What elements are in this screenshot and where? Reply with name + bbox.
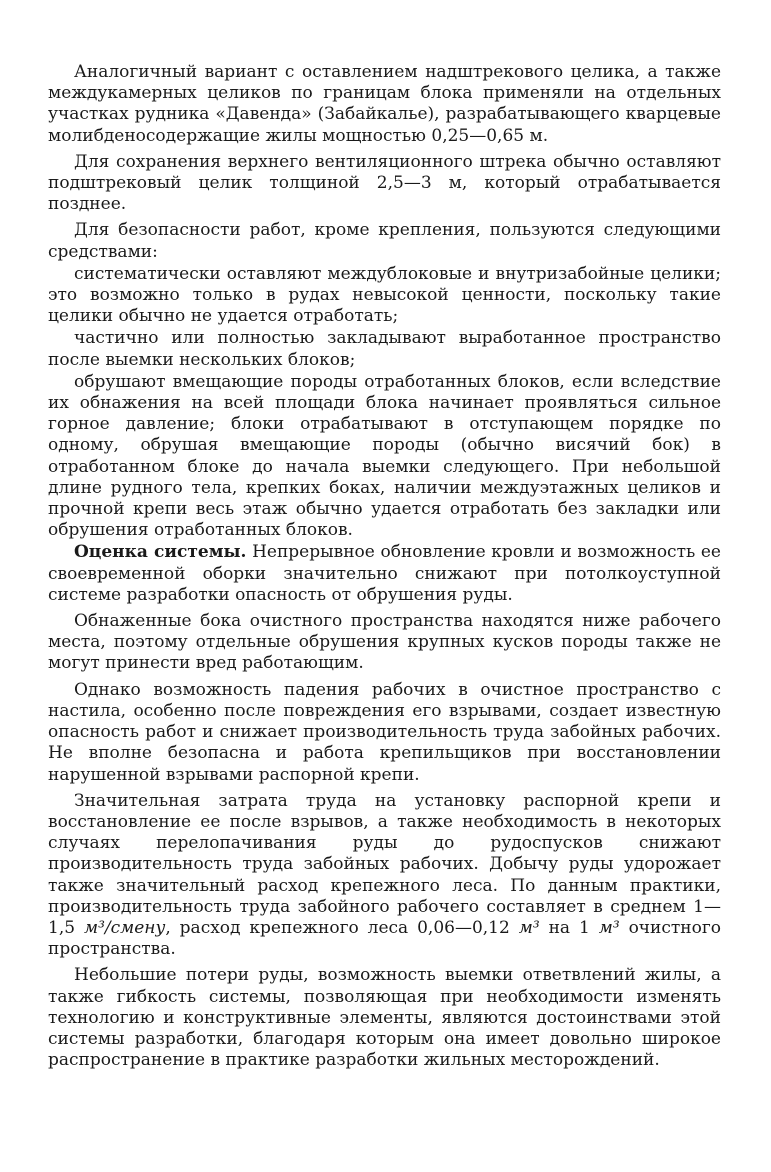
unit-cubic-meter-2: м³ (598, 917, 620, 938)
unit-cubic-meter-1: м³ (518, 917, 540, 938)
document-page (48, 62, 721, 1076)
paragraph-backfill: частично или полностью закладывают выработанное пространство после выемки нескольких блоков; (48, 328, 721, 370)
evaluation-text: Непрерывное обновление кровли и возможность ее своевременной оборки значительно снижают при потолкоуступной системе разработки опасность от обрушения руды. (48, 542, 721, 605)
unit-per-shift: м³/смену (83, 917, 166, 938)
labor-text-b: , расход крепежного леса 0,06—0,12 (165, 917, 519, 938)
paragraph-exposed-walls: Обнаженные бока очистного пространства находятся ниже рабочего места, поэтому отдельные обрушения крупных кусков породы также не могут принести вред работающим. (48, 611, 721, 674)
paragraph-davenda-variant: Аналогичный вариант с оставлением надштрекового целика, а также междукамерных целиков по границам блока применяли на отдельных участках рудника «Давенда» (Забайкалье), разрабатывающего кварцевые молибденосодержащие жилы мощностью 0,25—0,65 м. (48, 62, 721, 146)
labor-text-d: очистного пространства. (48, 917, 722, 960)
paragraph-labor-costs (48, 791, 721, 961)
paragraph-pillars: систематически оставляют междублоковые и внутризабойные целики; это возможно только в рудах невысокой ценности, поскольку такие целики обычно не удается отработать; (48, 263, 721, 327)
paragraph-pillar-thickness: Для сохранения верхнего вентиляционного штрека обычно оставляют подштрековый целик толщиной 2,5—3 м, который отрабатывается позднее. (48, 151, 721, 215)
labor-text-c: на 1 (539, 917, 599, 938)
section-heading-evaluation: Оценка системы. (74, 542, 247, 563)
labor-text-a: Значительная затрата труда на установку распорной крепи и восстановление ее после взрывов, а также необходимость в некоторых случаях перелопачивания руды до рудоспусков снижают производительность труда забойных рабочих. Добычу руды удорожает также значительный расход крепежного леса. По данным практики, производительность труда забойного рабочего составляет в среднем 1—1,5 (48, 790, 721, 938)
paragraph-safety-means-intro: Для безопасности работ, кроме крепления, пользуются следующими средствами: (48, 220, 721, 262)
paragraph-falling-hazard: Однако возможность падения рабочих в очистное пространство с настила, особенно после повреждения его взрывами, создает известную опасность работ и снижает производительность труда забойных рабочих. Не вполне безопасна и работа крепильщиков при восстановлении нарушенной взрывами распорной крепи. (48, 679, 721, 785)
paragraph-advantages: Небольшие потери руды, возможность выемки ответвлений жилы, а также гибкость системы, позволяющая при необходимости изменять технологию и конструктивные элементы, являются достоинствами этой системы разработки, благодаря которым она имеет довольно широкое распространение в практике разработки жильных месторождений. (48, 965, 721, 1071)
paragraph-caving: обрушают вмещающие породы отработанных блоков, если вследствие их обнажения на всей площади блока начинает проявляться сильное горное давление; блоки отрабатывают в отступающем порядке по одному, обрушая вмещающие породы (обычно висячий бок) в отработанном блоке до начала выемки следующего. При небольшой длине рудного тела, крепких боках, наличии междуэтажных целиков и прочной крепи весь этаж обычно удается отработать без закладки или обрушения отработанных блоков. (48, 371, 721, 541)
paragraph-system-evaluation (48, 542, 721, 606)
